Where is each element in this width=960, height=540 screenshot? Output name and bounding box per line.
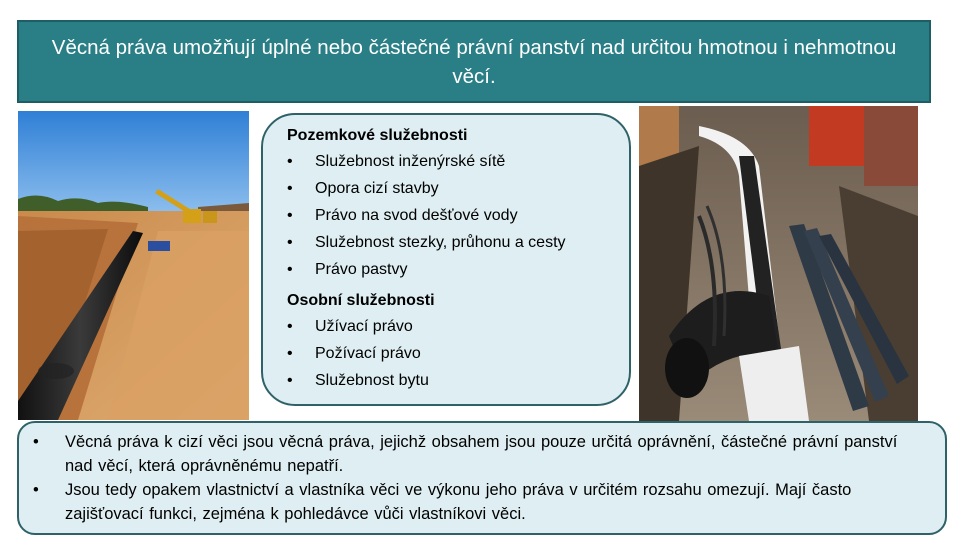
list-item: • Služebnost stezky, průhonu a cesty bbox=[287, 229, 613, 256]
land-easements-list bbox=[287, 148, 613, 283]
slide-title-box bbox=[17, 20, 931, 103]
utility-cables-trench-photo bbox=[639, 106, 918, 421]
slide-title: Věcná práva umožňují úplné nebo částečné právní panství nad určitou hmotnou i nehmotnou věcí. bbox=[51, 35, 897, 88]
explanation-bullet: • Věcná práva k cizí věci jsou věcná práva, jejichž obsahem jsou pouze určitá oprávnění, částečné právní panství nad věcí, která oprávněnému nepatří. bbox=[33, 430, 925, 478]
list-item: • Služebnost inženýrské sítě bbox=[287, 148, 613, 175]
easements-panel bbox=[261, 113, 631, 406]
land-easements-heading: Pozemkové služebnosti bbox=[287, 127, 468, 144]
pipeline-trench-photo bbox=[18, 111, 249, 420]
list-item: • Služebnost bytu bbox=[287, 367, 613, 394]
list-item: • Právo pastvy bbox=[287, 256, 613, 283]
explanation-panel bbox=[17, 421, 947, 535]
list-item: • Užívací právo bbox=[287, 313, 613, 340]
list-item: • Právo na svod dešťové vody bbox=[287, 202, 613, 229]
personal-easements-list bbox=[287, 313, 613, 394]
personal-easements-heading: Osobní služebnosti bbox=[287, 292, 435, 309]
list-item: • Požívací právo bbox=[287, 340, 613, 367]
list-item: • Opora cizí stavby bbox=[287, 175, 613, 202]
explanation-bullet: • Jsou tedy opakem vlastnictví a vlastníka věci ve výkonu jeho práva v určitém rozsahu omezují. Mají často zajišťovací funkci, zejména k pohledávce vůči vlastníkovi věci. bbox=[33, 478, 925, 526]
explanation-list bbox=[33, 430, 925, 526]
